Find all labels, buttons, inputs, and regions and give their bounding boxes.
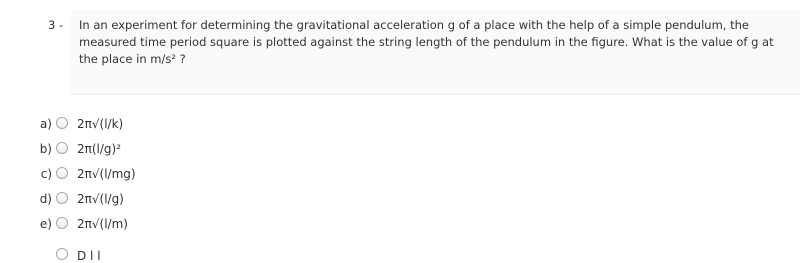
option-text-partial: D l l: [77, 249, 101, 263]
option-text[interactable]: 2π(l/g)²: [77, 142, 122, 156]
radio-button[interactable]: [56, 117, 68, 129]
question-box: [71, 10, 800, 95]
radio-button-partial[interactable]: [56, 248, 68, 260]
option-letter: d): [39, 192, 52, 206]
option-text[interactable]: 2π√(l/mg): [77, 167, 136, 181]
option-d[interactable]: [0, 189, 300, 209]
question-text: In an experiment for determining the gravitational acceleration g of a place with the help of a simple pendulum, the measured time period square is plotted against the string length of the pendulum in the figure. What is the value of g at the place in m/s² ?: [79, 18, 774, 66]
option-text[interactable]: 2π√(l/g): [77, 192, 124, 206]
question-number: 3 -: [48, 18, 64, 32]
radio-button[interactable]: [56, 142, 68, 154]
radio-button[interactable]: [56, 192, 68, 204]
option-a[interactable]: [0, 114, 300, 134]
option-b[interactable]: [0, 139, 300, 159]
option-text[interactable]: 2π√(l/k): [77, 117, 124, 131]
option-c[interactable]: [0, 164, 300, 184]
option-text[interactable]: 2π√(l/m): [77, 217, 128, 231]
option-e[interactable]: [0, 214, 300, 234]
radio-button[interactable]: [56, 167, 68, 179]
option-letter: c): [40, 167, 52, 181]
option-letter: b): [39, 142, 52, 156]
question-block: [0, 0, 806, 96]
option-letter: e): [39, 217, 52, 231]
option-letter: a): [39, 117, 52, 131]
radio-button[interactable]: [56, 217, 68, 229]
